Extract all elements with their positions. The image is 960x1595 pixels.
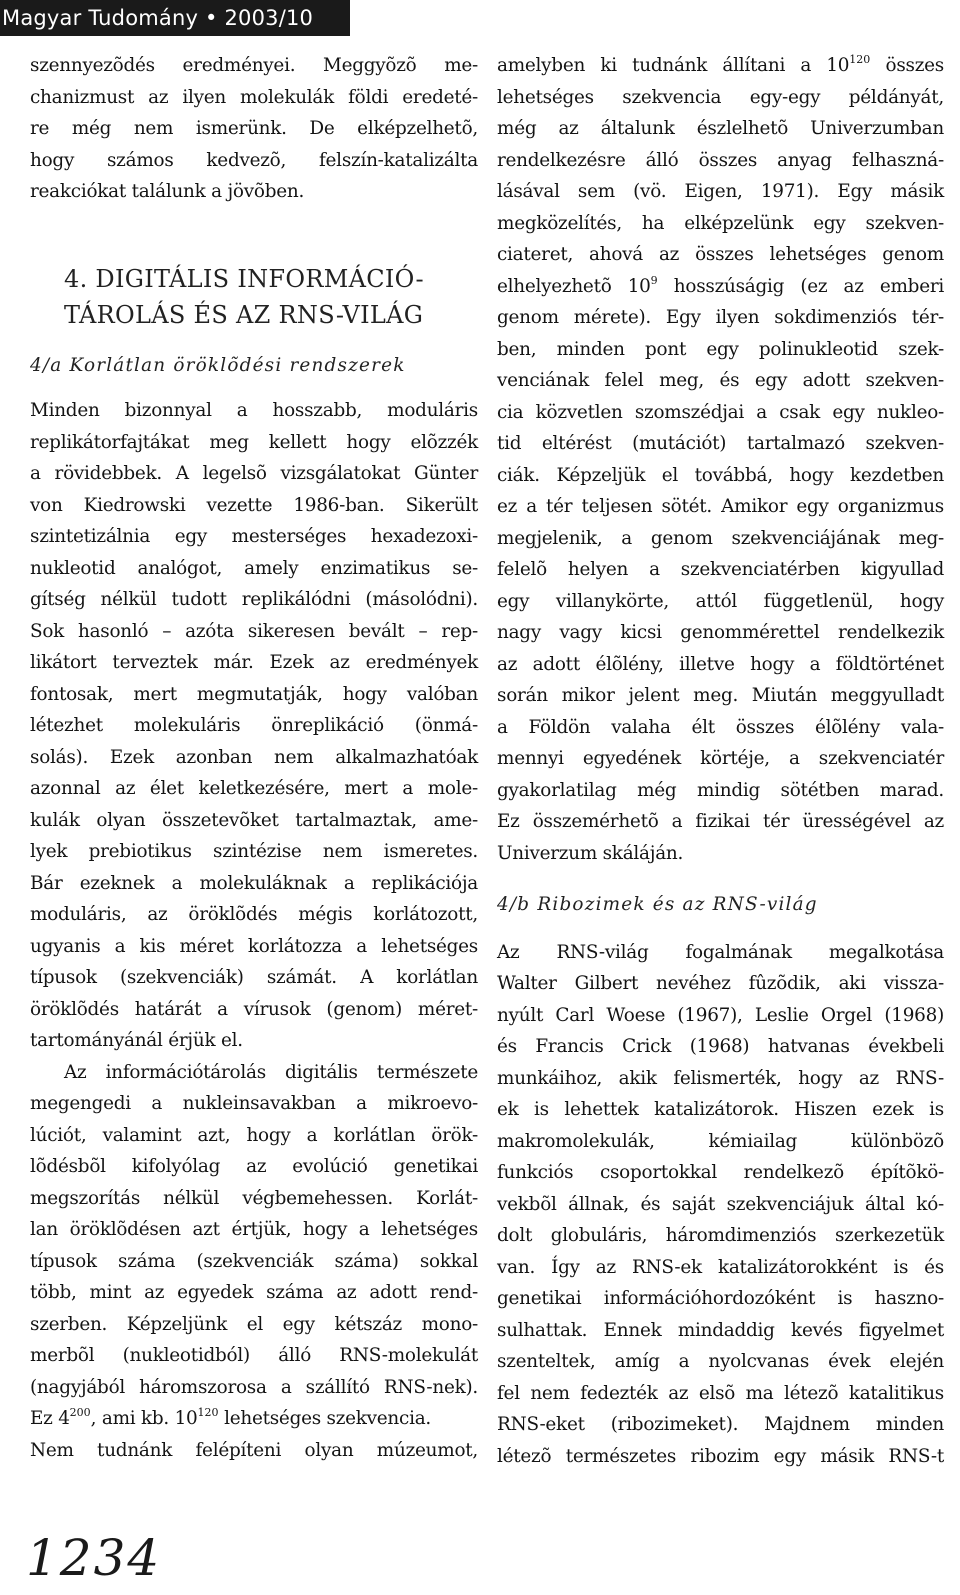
formula-text: lehetséges szekvencia. bbox=[218, 1408, 432, 1429]
text-line: gyakorlatilag még mindig sötétben marad. bbox=[497, 779, 944, 801]
intro-paragraph bbox=[30, 50, 478, 208]
text-line: vekbõl állnak, és saját szekvenciájuk által kó- bbox=[497, 1193, 944, 1215]
text-line: genetikai információhordozóként is haszno- bbox=[497, 1288, 944, 1309]
text-fragment: összes bbox=[870, 55, 944, 76]
text-line: replikátorfajtákat meg kellett hogy elõzzék bbox=[30, 431, 478, 453]
text-line: típusok (szekvenciák) számát. A korlátlan bbox=[30, 967, 478, 988]
text-line: nyúlt Carl Woese (1967), Leslie Orgel (1968) bbox=[497, 1004, 944, 1026]
text-fragment: hosszúságig (ez az emberi bbox=[657, 275, 944, 297]
text-line: Univerzum skáláján. bbox=[497, 842, 684, 864]
text-line: munkáihoz, akik felismerték, hogy az RNS- bbox=[497, 1067, 944, 1089]
formula-text: Ez 4 bbox=[30, 1408, 70, 1429]
text-line: még az általunk észlelhetõ Univerzumban bbox=[497, 118, 944, 139]
text-line: a Földön valaha élt összes élõlény vala- bbox=[497, 716, 944, 738]
text-fragment: elhelyezhetõ 10 bbox=[497, 275, 651, 297]
text-line: szenteltek, amíg a nyolcvanas évek elején bbox=[497, 1351, 944, 1372]
text-line: makromolekulák, kémiailag különbözõ bbox=[497, 1130, 944, 1152]
text-line: gítség nélkül tudott replikálódni (másolódni). bbox=[30, 589, 478, 610]
text-line: Az információtárolás digitális természete bbox=[64, 1061, 478, 1083]
paragraph-4a-2 bbox=[30, 1057, 478, 1467]
text-line: kulák olyan összetevõket tartalmaztak, ame- bbox=[30, 809, 478, 831]
text-line: az adott élõlény, illetve hogy a földtörténet bbox=[497, 653, 944, 675]
section-heading bbox=[30, 261, 478, 333]
text-line: lan öröklõdésen azt értjük, hogy a lehetséges bbox=[30, 1219, 478, 1240]
text-line: során mikor jelent meg. Miután meggyulladt bbox=[497, 685, 944, 706]
text-line: szerben. Képzeljünk el egy kétszáz mono- bbox=[30, 1313, 478, 1335]
text-line: re még nem ismerünk. De elképzelhetõ, bbox=[30, 118, 478, 139]
right-column bbox=[497, 50, 944, 1472]
text-line: azonnal az élet keletkezésére, mert a mole- bbox=[30, 778, 478, 799]
text-line: solás). Ezek azonban nem alkalmazhatóak bbox=[30, 746, 478, 768]
section-heading-line: 4. DIGITÁLIS INFORMÁCIÓ- bbox=[64, 264, 424, 293]
text-line: ciák. Képzeljük el továbbá, hogy kezdetben bbox=[497, 464, 944, 486]
text-line: nukleotid analógot, amely enzimatikus se- bbox=[30, 557, 478, 579]
text-fragment: amelyben ki tudnánk állítani a 10 bbox=[497, 55, 850, 76]
text-line: fel nem fedezték az elsõ ma létezõ katalitikus bbox=[497, 1382, 944, 1404]
text-line: felelõ helyen a szekvenciatérben kigyullad bbox=[497, 559, 944, 580]
text-line: van. Így az RNS-ek katalizátorokként is és bbox=[497, 1256, 944, 1278]
text-line: megszorítás nélkül végbemehessen. Korlát- bbox=[30, 1187, 478, 1209]
text-line: Bár ezeknek a molekuláknak a replikációja bbox=[30, 872, 478, 894]
text-line: RNS-eket (ribozimeket). Majdnem minden bbox=[497, 1414, 944, 1435]
text-line: létezõ természetes ribozim egy másik RNS-t bbox=[497, 1445, 944, 1467]
text-line: ben, minden pont egy polinukleotid szek- bbox=[497, 338, 944, 360]
text-line: egy villanykörte, attól függetlenül, hogy bbox=[497, 590, 944, 612]
text-line: chanizmust az ilyen molekulák földi eredeté- bbox=[30, 86, 478, 108]
text-line: cia közvetlen szomszédjai a csak egy nukleo- bbox=[497, 401, 944, 423]
text-line: nagy vagy kicsi genommérettel rendelkezik bbox=[497, 622, 944, 643]
text-line: dolt globuláris, háromdimenziós szerkezetük bbox=[497, 1225, 944, 1246]
text-line: rendelkezésre álló összes anyag felhaszná- bbox=[497, 149, 944, 171]
text-line: megjelenik, a genom szekvenciájának meg- bbox=[497, 527, 944, 549]
text-line: likátort terveztek már. Ezek az eredmények bbox=[30, 652, 478, 673]
left-column bbox=[30, 50, 478, 1466]
text-line: ek is lehettek katalizátorok. Hiszen ezek is bbox=[497, 1099, 944, 1120]
paragraph-4b bbox=[497, 937, 944, 1473]
paragraph-4a-1 bbox=[30, 395, 478, 1057]
text-line: Walter Gilbert nevéhez fûzõdik, aki vissza- bbox=[497, 973, 944, 994]
text-line: megközelítés, ha elképzelünk egy szekven- bbox=[497, 212, 944, 234]
text-line: szintetizálnia egy mesterséges hexadezoxi- bbox=[30, 526, 478, 547]
text-line: szennyezõdés eredményei. Meggyõzõ me- bbox=[30, 55, 478, 76]
subsection-heading-4a: 4/a Korlátlan öröklõdési rendszerek bbox=[30, 354, 406, 376]
exponent: 120 bbox=[849, 53, 871, 66]
text-line: és Francis Crick (1968) hatvanas évekbeli bbox=[497, 1036, 944, 1057]
section-heading-line: TÁROLÁS ÉS AZ RNS-VILÁG bbox=[64, 300, 424, 329]
running-head: Magyar Tudomány • 2003/10 bbox=[0, 0, 350, 36]
text-line bbox=[497, 50, 944, 82]
text-line: tid eltérést (mutációt) tartalmazó szekven- bbox=[497, 433, 944, 454]
text-line: típusok száma (szekvenciák száma) sokkal bbox=[30, 1250, 478, 1272]
text-line: genom mérete). Egy ilyen sokdimenziós tér- bbox=[497, 307, 944, 328]
subsection-heading-4b: 4/b Ribozimek és az RNS-világ bbox=[497, 894, 818, 915]
text-line: moduláris, az öröklõdés mégis korlátozott, bbox=[30, 904, 478, 925]
text-line: von Kiedrowski vezette 1986-ban. Sikerült bbox=[30, 494, 478, 516]
text-line: merbõl (nukleotidból) álló RNS-molekulát bbox=[30, 1345, 478, 1366]
text-line: Nem tudnánk felépíteni olyan múzeumot, bbox=[30, 1439, 478, 1461]
text-line: lehetséges szekvencia egy-egy példányát, bbox=[497, 86, 944, 108]
text-line: sulhattak. Ennek mindaddig kevés figyelmet bbox=[497, 1319, 944, 1341]
text-line: Ez összemérhetõ a fizikai tér ürességével az bbox=[497, 811, 944, 832]
text-line: több, mint az egyedek száma az adott rend- bbox=[30, 1282, 478, 1303]
text-line: lúciót, valamint azt, hogy a korlátlan örök- bbox=[30, 1124, 478, 1146]
text-line: lõdésbõl kifolyólag az evolúció genetikai bbox=[30, 1156, 478, 1177]
text-line: fontosak, mert megmutatják, hogy valóban bbox=[30, 683, 478, 705]
text-line: Az RNS-világ fogalmának megalkotása bbox=[497, 941, 944, 963]
text-line bbox=[497, 271, 944, 303]
text-line: tartományánál érjük el. bbox=[30, 1030, 243, 1051]
text-line: ciateret, ahová az összes lehetséges genom bbox=[497, 244, 944, 265]
text-line: megengedi a nukleinsavakban a mikroevo- bbox=[30, 1093, 478, 1114]
text-line: funkciós csoportokkal rendelkezõ építõkö- bbox=[497, 1162, 944, 1183]
text-line: reakciókat találunk a jövõben. bbox=[30, 181, 305, 202]
formula-exponent: 200 bbox=[69, 1406, 91, 1419]
text-line: lyek prebiotikus szintézise nem ismeretes. bbox=[30, 841, 478, 862]
page-number: 1234 bbox=[26, 1529, 162, 1587]
text-line: hogy számos kedvezõ, felszín-katalizálta bbox=[30, 149, 478, 171]
text-line: létezhet molekuláris önreplikáció (önmá- bbox=[30, 715, 478, 736]
text-line: a rövidebbek. A legelsõ vizsgálatokat Günter bbox=[30, 463, 478, 484]
formula-text: , ami kb. 10 bbox=[90, 1408, 198, 1429]
text-line: Minden bizonnyal a hosszabb, moduláris bbox=[30, 400, 478, 421]
exponent: 9 bbox=[650, 273, 658, 287]
text-line: venciának felel meg, és egy adott szekven- bbox=[497, 370, 944, 391]
text-line: ez a tér teljesen sötét. Amikor egy organizmus bbox=[497, 496, 944, 517]
formula-exponent: 120 bbox=[197, 1406, 219, 1419]
paragraph-continued bbox=[497, 50, 944, 869]
text-line: mennyi egyedének körtéje, a szekvenciatér bbox=[497, 748, 944, 769]
text-line: lásával sem (vö. Eigen, 1971). Egy másik bbox=[497, 181, 944, 202]
text-line: (nagyjából háromszorosa a szállító RNS-nek). bbox=[30, 1376, 478, 1398]
formula-line bbox=[30, 1403, 478, 1435]
text-line: ugyanis a kis méret korlátozza a lehetséges bbox=[30, 935, 478, 957]
text-line: Sok hasonló – azóta sikeresen bevált – rep- bbox=[30, 620, 478, 642]
text-line: öröklõdés határát a vírusok (genom) méret- bbox=[30, 998, 478, 1020]
